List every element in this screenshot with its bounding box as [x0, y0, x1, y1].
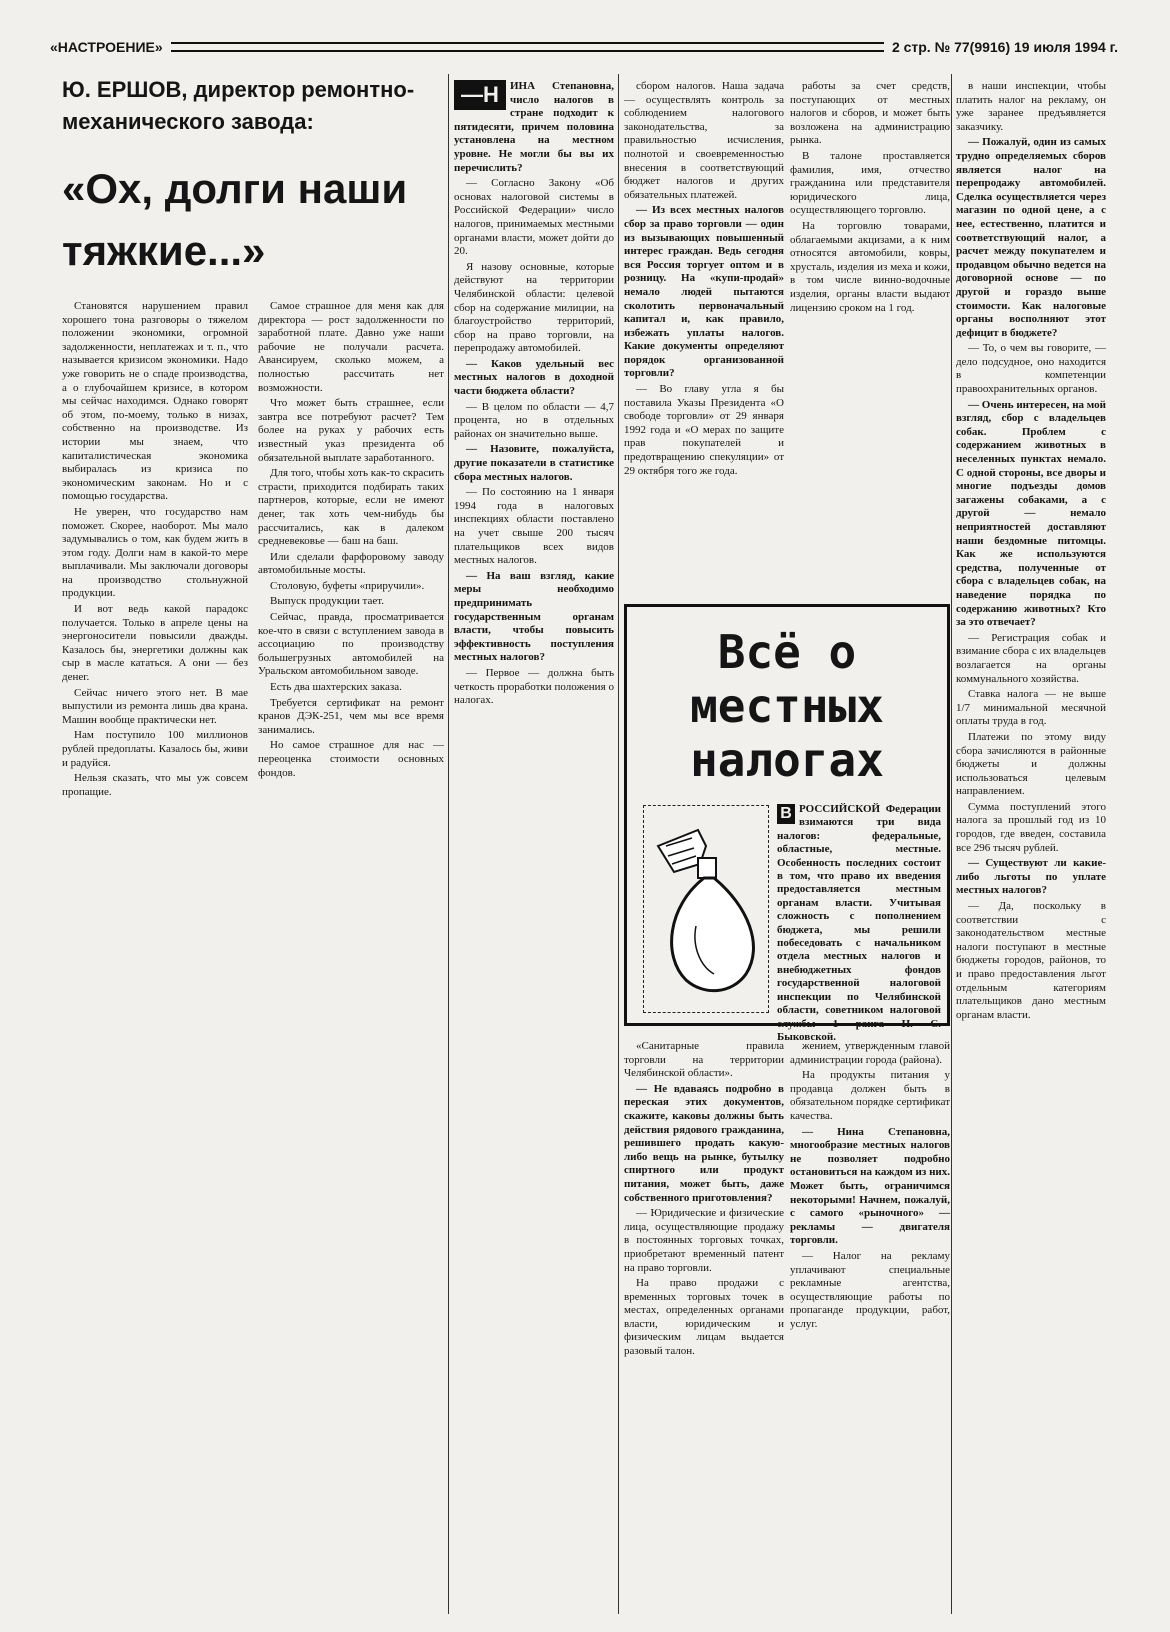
paragraph: Самое страшное для меня как для директора — рост задолженности по заработной плате. Давно уже наши рабочие не получали расчета. Авансируем, сколько можем, а полностью рассчитать нет возможности.: [258, 300, 444, 394]
paragraph: Не уверен, что государство нам поможет. Скорее, наоборот. Мы мало задумывались о том, как будем жить в этом году. Долги нам в какой-то мере выплачивали. Мы заключали договоры на производство стольнужной продукции.: [62, 505, 248, 600]
paragraph: Сейчас, правда, просматривается кое-что в связи с вступлением завода в ассоциацию по производству большегрузных автомобилей на Уральском автомобильном заводе.: [258, 611, 444, 678]
interview-column-4: [956, 80, 1106, 1610]
paragraph: — Да, поскольку в соответствии с законодательством местные налоги поступают в местные бюджеты городов, районов, то и право предоставления льгот отдельным категориям плательщиков дано местным органам власти.: [956, 900, 1106, 1021]
paragraph: — Во главу угла я бы поставила Указы Президента «О свободе торговли» от 29 января 1992 года и «О мерах по защите прав покупателей и предотвращению спекуляции» от 29 октября того же года.: [624, 383, 784, 477]
lead-text: РОССИЙСКОЙ Федерации взимаются три вида налогов: федеральные, областные, местные. Особенность последних состоит в том, что право их введения предоставляется местным органам власти. Учитывая сложность с пополнением бюджета, мы решили побеседовать с начальником отдела местных налогов и внебюджетных фондов государственной налоговой инспекции по Челябинской области, советником налоговой службы 1 ранга Н. С. Быковской.: [777, 803, 941, 1043]
paragraph: — Налог на рекламу уплачивают специальные рекламные агентства, осуществляющие работы по пропаганде продукции, работ, услуг.: [790, 1249, 950, 1330]
interview-question: — Нинa Степановна, многообразие местных налогов не позволяет подробно остановиться на каждом из них. Может быть, ограничимся некоторыми! Начнем, пожалуй, с самого «рыночного» — рекламы — двигателя торговли.: [790, 1125, 950, 1247]
interview-column-2: [624, 80, 784, 600]
interview-column-3: [790, 80, 950, 600]
column-divider: [618, 74, 619, 1614]
paragraph: — Первое — должна быть четкость проработки положения о налогах.: [454, 666, 614, 707]
paragraph: Становятся нарушением правил хорошего тона разговоры о тяжелом положении экономики, огромной задолженности, неплатежах и т. п., что называется кризисом экономики. Надо уже говорить не о спаде производства, а о глубочайшем кризисе, в котором мы сейчас находимся. Однако говорят об этом, по-моему, только в низах, собственно на производстве. Из истории мы знаем, что капиталистическая экономика выбиралась из кризиса по экономическим законам. Но и с помощью государства.: [62, 300, 248, 503]
paragraph: работы за счет средств, поступающих от местных налогов и сборов, и может быть возложена на администрацию рынка.: [790, 80, 950, 147]
paragraph: И вот ведь какой парадокс получается. Только в апреле цены на энергоносители повысили дважды. Казалось бы, энергетики должны как сыр в масле кататься. А они — без денег.: [62, 603, 248, 684]
paragraph: сбором налогов. Наша задача — осуществлять контроль за соблюдением налогового законодательства, за правильностью исчисления, полнотой и своевременностью внесения в соответствующий бюджет налогов и других обязательных платежей.: [624, 80, 784, 201]
feature-box-lead: [777, 803, 941, 1043]
article-byline: Ю. ЕРШОВ, директор ремонтно-механического завода:: [62, 77, 415, 134]
hand-holding-money-bag-icon: [644, 806, 768, 1012]
paragraph: На торговлю товарами, облагаемыми акцизами, а к ним относятся автомобили, ковры, хрусталь, изделия из меха и кожи, в том числе винно-водочные изделия, органы власти выдают лицензию сроком на 1 год.: [790, 219, 950, 314]
paragraph: Я назову основные, которые действуют на территории Челябинской области: целевой сбор на содержание милиции, на благоустройство территорий, сбор на право торговли, на перепродажу автомобилей.: [454, 260, 614, 355]
paragraph: Для того, чтобы хоть как-то скрасить страсти, приходится подбирать таких партнеров, которые, если не имеют денег, так хоть чем-нибудь бы рассчитались, как в далеком средневековье — баш на баш.: [258, 467, 444, 548]
interview-column-6: [790, 1040, 950, 1610]
paragraph: Что может быть страшнее, если завтра все потребуют расчет? Тем более на руках у рабочих есть известный указ президента об обязательной выплате заработанного.: [258, 397, 444, 464]
paragraph: Есть два шахтерских заказа.: [270, 681, 402, 694]
paragraph: Выпуск продукции тает.: [270, 595, 384, 608]
paragraph: жением, утвержденным главой администрации города (района).: [790, 1040, 950, 1066]
paragraph: — В целом по области — 4,7 процента, но в отдельных районах он значительно выше.: [454, 400, 614, 440]
masthead: [50, 34, 1118, 60]
money-bag-illustration: [643, 805, 769, 1013]
interview-question: — Из всех местных налогов сбор за право торговли — один из вызывающих повышенный интерес граждан. Ведь сегодня вся Россия торгует оптом и в розницу. На «купи-продай» немало людей пытаются сколотить первоначальный капитал и, как правило, избежать уплаты налогов. Какие документы определяют порядок организованной торговли?: [624, 204, 784, 380]
paragraph: Но самое страшное для нас — переоценка стоимости основных фондов.: [258, 739, 444, 779]
paragraph: — Согласно Закону «Об основах налоговой системы в Российской Федерации» число налогов, принимаемых местными органами власти, может дойти до 20.: [454, 177, 614, 258]
drop-cap: В: [777, 804, 795, 824]
interview-question: — Пожалуй, один из самых трудно определяемых сборов является налог на перепродажу автомобилей. Сделка осуществляется через магазин по одной цене, а с нее, естественно, платится и соответствующий налог, а расчет между покупателем и продавцом обычно ведется на договорной основе — по другой и гораздо выше стоимости. Как налоговые органы восполняют этот дефицит в бюджете?: [956, 136, 1106, 339]
paragraph: Требуется сертификат на ремонт кранов ДЭК-251, чем мы все время занимались.: [258, 696, 444, 736]
article1-column-2: [258, 300, 444, 1610]
paragraph: — По состоянию на 1 января 1994 года в налоговых инспекциях области поставлено на учет свыше 200 тысяч плательщиков всех видов местных налогов.: [454, 486, 614, 567]
column-divider: [951, 74, 952, 1614]
paragraph: «Санитарные правила торговли на территории Челябинской области».: [624, 1040, 784, 1080]
paragraph: Нельзя сказать, что мы уж совсем пропащие.: [62, 772, 248, 798]
paragraph: — Юридические и физические лица, осуществляющие продажу в постоянных торговых точках, приобретают временный патент на право торговли.: [624, 1207, 784, 1274]
masthead-rule: [171, 42, 884, 52]
paragraph: Или сделали фарфоровому заводу автомобильные мосты.: [258, 550, 444, 577]
paragraph: Нам поступило 100 миллионов рублей предоплаты. Казалось бы, живи и радуйся.: [62, 729, 248, 769]
interview-column-1: [454, 80, 614, 1610]
paragraph: Ставка налога — не выше 1/7 минимальной месячной оплаты труда в год.: [956, 688, 1106, 728]
feature-box-title: Всё о местных налогах: [690, 625, 884, 787]
interview-column-5: [624, 1040, 784, 1610]
section-title: «НАСТРОЕНИЕ»: [50, 39, 163, 55]
paragraph: — Регистрация собак и взимание сбора с их владельцев возлагается на органы коммунального хозяйства.: [956, 631, 1106, 685]
paragraph: — То, о чем вы говорите, — дело подсудное, оно находится в компетенции правоохранительных органов.: [956, 342, 1106, 396]
interview-question: — Не вдаваясь подробно в переская этих документов, скажите, каковы должны быть действия рядового гражданина, решившего продать какую-либо вещь на рынке, бутылку спиртного или продукт питания, может быть, даже собственного приготовления?: [624, 1082, 784, 1204]
paragraph: На право продажи с временных торговых точек в местах, определенных органами власти, юридическим и физическим лицам выдается разовый талон.: [624, 1277, 784, 1358]
article-headline: «Ох, долги наши тяжкие...»: [62, 165, 408, 274]
feature-box: [624, 604, 950, 1043]
paragraph: Столовую, буфеты «приручили».: [270, 579, 425, 592]
interview-question: — Каков удельный вес местных налогов в доходной части бюджета области?: [454, 357, 614, 398]
paragraph: Платежи по этому виду сбора зачисляются в районные бюджеты и должны использоваться целевым направлением.: [956, 730, 1106, 798]
interview-question: ИНА Степановна, число налогов в стране подходит к пятидесяти, причем половина установлена на местном уровне. Не могли бы вы их перечислить?: [454, 80, 614, 174]
paragraph: На продукты питания у продавца должен быть в обязательном порядке сертификат качества.: [790, 1069, 950, 1122]
interview-question: — Очень интересен, на мой взгляд, сбор с владельцев собак. Проблем с содержанием животных в неселенных пунктах немало. С одной стороны, все дворы и многие подъезды домов загажены собаками, а с другой — немало неприятностей доставляют наши бездомные питомцы. Как же используются средства, полученные от сбора с владельцев собак, на наведение порядка по содержанию животных? Кто за это отвечает?: [956, 398, 1106, 629]
interview-question: — На ваш взгляд, какие меры необходимо предпринимать государственным органам власти, чтобы повысить эффективность поступления местных налогов?: [454, 569, 614, 664]
paragraph: Сумма поступлений этого налога за прошлый год из 10 городов, где введен, составила все 296 тысяч рублей.: [956, 800, 1106, 854]
paragraph: в наши инспекции, чтобы платить налог на рекламу, он уже заранее предъявляется заказчику.: [956, 80, 1106, 133]
interview-question: — Назовите, пожалуйста, другие показатели в статистике сбора местных налогов.: [454, 443, 614, 483]
paragraph: Сейчас ничего этого нет. В мае выпустили из ремонта лишь два крана. Машин вообще практически нет.: [62, 686, 248, 726]
interview-question: — Существуют ли какие-либо льготы по уплате местных налогов?: [956, 857, 1106, 897]
paragraph: В талоне проставляется фамилия, имя, отчество гражданина или представителя юридического лица, осуществляющего торговлю.: [790, 149, 950, 217]
drop-cap: —Н: [454, 80, 506, 110]
article1-column-1: [62, 300, 248, 1610]
column-divider: [448, 74, 449, 1614]
issue-info: 2 стр. № 77(9916) 19 июля 1994 г.: [891, 39, 1118, 55]
